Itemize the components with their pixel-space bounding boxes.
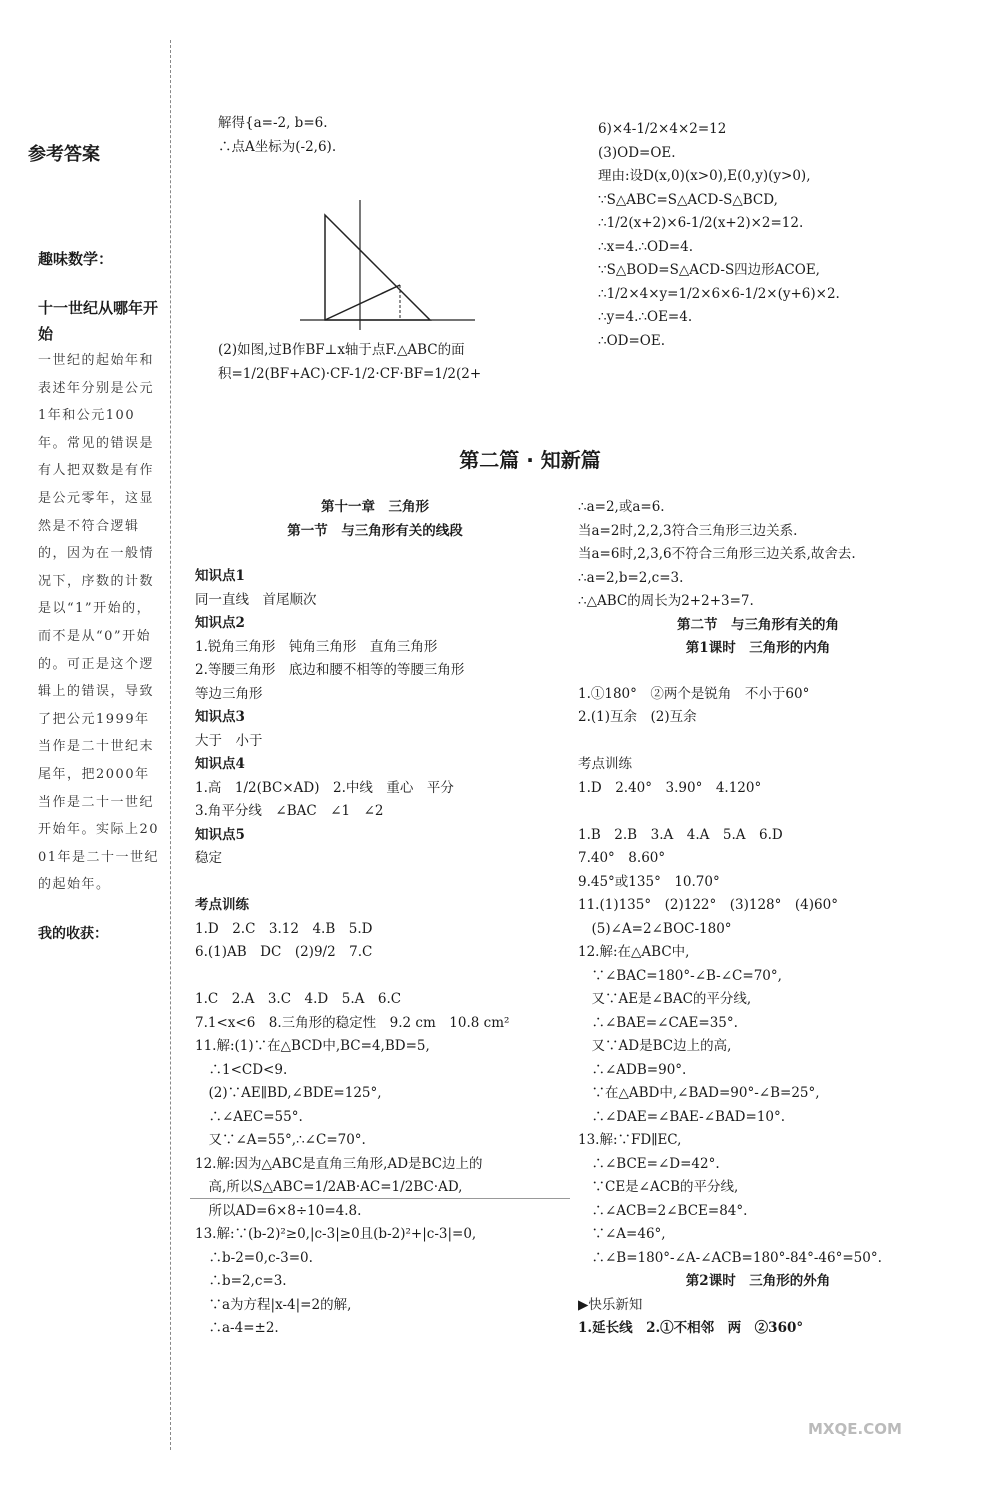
chapter-title: 第十一章 三角形: [321, 499, 429, 515]
text-line: 知识点1: [195, 568, 245, 584]
text-line: ∴1/2×4×y=1/2×6×6-1/2×(y+6)×2.: [598, 285, 840, 302]
text-line: ∴a=2,b=2,c=3.: [578, 569, 684, 586]
harvest-heading: 我的收获：: [38, 925, 108, 942]
dashed-divider: [170, 40, 171, 1450]
text-line: [578, 730, 938, 754]
text-line: 当a=6时,2,3,6不符合三角形三边关系,故舍去.: [578, 546, 856, 562]
text-line: 大于 小于: [195, 732, 263, 749]
text-line: 1.D 2.C 3.12 4.B 5.D: [195, 920, 373, 937]
text-line: ∴a=2,或a=6.: [578, 499, 665, 515]
text-line: 9.45°或135° 10.70°: [578, 873, 720, 890]
text-line: 2.等腰三角形 底边和腰不相等的等腰三角形: [195, 662, 465, 678]
text-line: 知识点5: [195, 826, 245, 843]
text-line: (3)OD=OE.: [598, 144, 676, 161]
text-line: 又∵∠A=55°,∴∠C=70°.: [195, 1132, 366, 1148]
text-line: 12.解:因为△ABC是直角三角形,AD是BC边上的: [195, 1155, 483, 1172]
text-line: ∴b=2,c=3.: [195, 1273, 287, 1289]
text-line: 稳定: [195, 850, 222, 866]
text-line: ∴OD=OE.: [598, 332, 666, 349]
text-line: 高,所以S△ABC=1/2AB·AC=1/2BC·AD,: [195, 1179, 463, 1195]
coordinate-graph: [290, 195, 490, 335]
text-line: ∵a为方程|x-4|=2的解,: [195, 1296, 352, 1313]
text-line: 1.锐角三角形 钝角三角形 直角三角形: [195, 638, 438, 655]
text-line: 7.40° 8.60°: [578, 850, 666, 866]
text-line: ∴∠B=180°-∠A-∠ACB=180°-84°-46°=50°.: [578, 1249, 882, 1266]
text-line: 7.1<x<6 8.三角形的稳定性 9.2 cm 10.8 cm²: [195, 1014, 510, 1031]
bottom-right-column: [578, 496, 938, 1341]
bottom-left-column: [195, 496, 555, 1341]
part-title: 第二篇 · 知新篇: [459, 448, 601, 472]
text-line: ∵∠A=46°,: [578, 1226, 666, 1242]
watermark: MXQE.COM: [808, 1420, 902, 1438]
answer-lines: [578, 683, 938, 1271]
text-line: 11.解:(1)∵在△BCD中,BC=4,BD=5,: [195, 1038, 430, 1054]
text-line: 知识点4: [195, 756, 245, 772]
lesson-title: 第1课时 三角形的内角: [685, 640, 831, 656]
text-line: ∵在△ABD中,∠BAD=90°-∠B=25°,: [578, 1085, 820, 1101]
text-line: 又∵AE是∠BAC的平分线,: [578, 991, 752, 1007]
text-line: ∴△ABC的周长为2+2+3=7.: [578, 593, 754, 609]
text-line: 同一直线 首尾顺次: [195, 591, 317, 608]
text-line: 积=1/2(BF+AC)·CF-1/2·CF·BF=1/2(2+: [218, 365, 482, 382]
text-line: 当a=2时,2,2,3符合三角形三边关系.: [578, 522, 798, 539]
story-title: 十一世纪从哪年开始: [38, 299, 159, 343]
section-title: 第二节 与三角形有关的角: [677, 616, 839, 633]
section-title: 第一节 与三角形有关的线段: [287, 522, 463, 539]
text-line: ∴∠AEC=55°.: [195, 1108, 303, 1125]
text-line: ∴1<CD<9.: [195, 1061, 288, 1078]
text-line: 1.高 1/2(BC×AD) 2.中线 重心 平分: [195, 779, 454, 796]
text-line: ∴b-2=0,c-3=0.: [195, 1249, 313, 1266]
text-line: ∴a-4=±2.: [195, 1320, 279, 1336]
text-line: 知识点2: [195, 615, 245, 631]
answer-lines: [195, 565, 555, 1341]
text-line: ∴x=4.∴OD=4.: [598, 238, 694, 255]
text-line: (2)∵AE∥BD,∠BDE=125°,: [195, 1085, 382, 1101]
top-right-column: [598, 118, 938, 353]
text-line: ∴y=4.∴OE=4.: [598, 309, 693, 325]
text-line: 考点训练: [578, 756, 632, 772]
section-tag: ▶快乐新知: [578, 1296, 643, 1313]
text-line: ∴1/2(x+2)×6-1/2(x+2)×2=12.: [598, 215, 804, 231]
text-line: 11.(1)135° (2)122° (3)128° (4)60°: [578, 897, 838, 913]
text-line: 13.解:∵FD∥EC,: [578, 1132, 682, 1148]
text-line: ∴∠BCE=∠D=42°.: [578, 1155, 720, 1172]
text-line: ∴∠DAE=∠BAE-∠BAD=10°.: [578, 1108, 786, 1125]
text-line: 3.角平分线 ∠BAC ∠1 ∠2: [195, 803, 384, 819]
text-line: 1.延长线 2.①不相邻 两 ②360°: [578, 1320, 804, 1336]
text-line: 考点训练: [195, 897, 249, 913]
lesson-title: 第2课时 三角形的外角: [685, 1273, 831, 1289]
text-line: 1.C 2.A 3.C 4.D 5.A 6.C: [195, 991, 402, 1007]
text-line: ∴∠ACB=2∠BCE=84°.: [578, 1202, 748, 1219]
text-line: 6)×4-1/2×4×2=12: [598, 121, 727, 137]
text-line: 知识点3: [195, 709, 245, 725]
answer-lines: [578, 496, 938, 614]
text-line: 6.(1)AB DC (2)9/2 7.C: [195, 944, 373, 960]
text-line: ∵∠BAC=180°-∠B-∠C=70°,: [578, 967, 782, 984]
fun-math-heading: 趣味数学：: [38, 250, 114, 268]
text-line: 12.解:在△ABC中,: [578, 944, 690, 960]
text-line: 解得{a=-2, b=6.: [218, 115, 328, 131]
text-line: [578, 800, 938, 824]
text-line: 1.B 2.B 3.A 4.A 5.A 6.D: [578, 826, 783, 843]
text-line: ∵S△BOD=S△ACD-S四边形ACOE,: [598, 262, 820, 278]
sidebar: [28, 140, 158, 943]
text-line: 所以AD=6×8÷10=4.8.: [195, 1202, 362, 1219]
text-line: ∴点A坐标为(-2,6).: [218, 138, 337, 155]
text-line: 理由:设D(x,0)(x>0),E(0,y)(y>0),: [598, 168, 811, 184]
text-line: 13.解:∵(b-2)²≥0,|c-3|≥0且(b-2)²+|c-3|=0,: [195, 1226, 477, 1242]
answers-title: 参考答案: [28, 144, 100, 165]
text-line: 又∵AD是BC边上的高,: [578, 1038, 732, 1054]
text-line: ∴∠ADB=90°.: [578, 1061, 687, 1078]
text-line: 1.①180° ②两个是锐角 不小于60°: [578, 685, 810, 702]
text-line: 2.(1)互余 (2)互余: [578, 709, 697, 725]
text-line: 1.D 2.40° 3.90° 4.120°: [578, 779, 762, 796]
text-line: ∴∠BAE=∠CAE=35°.: [578, 1014, 738, 1031]
divider-line: [190, 1198, 570, 1199]
text-line: [195, 965, 555, 989]
text-line: ∵CE是∠ACB的平分线,: [578, 1179, 739, 1195]
text-line: ∵S△ABC=S△ACD-S△BCD,: [598, 191, 778, 208]
text-line: [195, 871, 555, 895]
story-text: 一世纪的起始年和表述年分别是公元1年和公元100年。常见的错误是有人把双数是有作是公元零年，这显然是不符合逻辑的，因为在一般情况下，序数的计数是以“1”开始的，而不是从“0”开始的。可正是这个逻辑上的错误，导致了把公元1999年当作是二十世纪末尾年，把2000年当作是二十一世纪开始年。实际上2001年是二十一世纪的起始年。: [38, 353, 160, 893]
text-line: (2)如图,过B作BF⊥x轴于点F.△ABC的面: [218, 342, 465, 358]
text-line: 等边三角形: [195, 685, 263, 702]
text-line: (5)∠A=2∠BOC-180°: [578, 920, 732, 937]
